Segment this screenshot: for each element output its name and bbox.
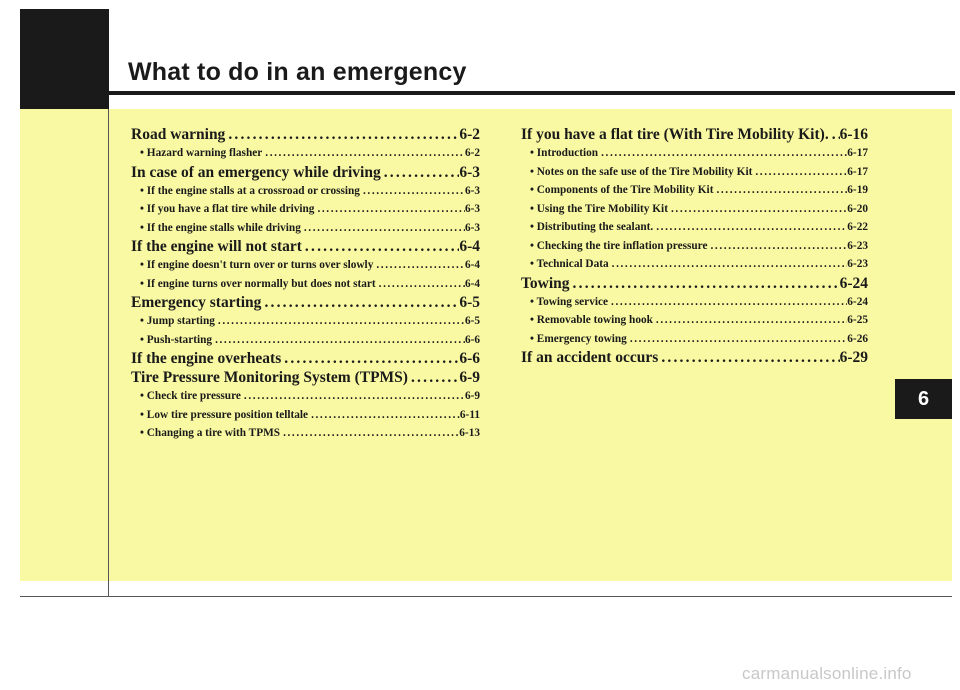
dot-leader: [215, 312, 465, 331]
corner-block: [20, 9, 109, 109]
bottom-rule: [20, 596, 952, 597]
dot-leader: [653, 311, 847, 330]
dot-leader: [302, 237, 459, 256]
toc-entry-label: • Checking the tire inflation pressure: [530, 239, 708, 252]
toc-subentry[interactable]: [521, 218, 868, 237]
dot-leader: [281, 349, 459, 368]
toc-subentry[interactable]: [131, 182, 480, 201]
dot-leader: [570, 274, 840, 293]
toc-entry-label: Road warning: [131, 126, 226, 143]
toc-page-number: 6-23: [847, 239, 868, 252]
dot-leader: [262, 144, 465, 163]
toc-entry-label: • Components of the Tire Mobility Kit: [530, 184, 714, 196]
dot-leader: [708, 237, 848, 256]
toc-entry-label: • Towing service: [530, 295, 609, 308]
dot-leader: [212, 331, 465, 350]
toc-page-number: 6-20: [847, 202, 868, 215]
toc-subentry[interactable]: [131, 331, 480, 350]
toc-subentry[interactable]: [521, 293, 868, 312]
dot-leader: [381, 163, 460, 182]
toc-entry-label: • If engine doesn't turn over or turns over slowly: [140, 259, 374, 271]
toc-subentry[interactable]: [131, 275, 480, 294]
toc-entry[interactable]: [131, 293, 480, 312]
toc-page-number: 6-9: [459, 369, 480, 386]
toc-entry[interactable]: [131, 349, 480, 368]
toc-subentry[interactable]: [131, 144, 480, 163]
page-title: What to do in an emergency: [128, 58, 467, 86]
toc-entry-label: If an accident occurs: [521, 349, 659, 366]
toc-entry-label: • Check tire pressure: [140, 390, 241, 402]
toc-subentry[interactable]: [521, 181, 868, 200]
toc-entry-label: • Technical Data: [530, 258, 609, 270]
toc-subentry[interactable]: [131, 219, 480, 238]
toc-page-number: 6-25: [847, 314, 868, 326]
toc-entry-label: • Jump starting: [140, 315, 215, 327]
toc-entry-label: • If the engine stalls while driving: [140, 221, 301, 234]
toc-entry-label: • If the engine stalls at a crossroad or crossing: [140, 184, 360, 197]
toc-page-number: 6-5: [459, 294, 480, 311]
toc-entry-label: In case of an emergency while driving: [131, 163, 381, 181]
dot-leader: [609, 255, 848, 274]
toc-page-number: 6-13: [459, 427, 480, 439]
title-rule: [109, 91, 955, 95]
dot-leader: [301, 219, 465, 238]
toc-entry-label: Towing: [521, 274, 570, 292]
toc-page-number: 6-17: [847, 147, 868, 159]
dot-leader: [653, 218, 847, 237]
toc-subentry[interactable]: [521, 237, 868, 256]
toc-page-number: 6-6: [464, 333, 480, 346]
dot-leader: [713, 181, 847, 200]
toc-entry-label: If you have a flat tire (With Tire Mobility Kit).: [521, 126, 829, 143]
toc-entry-label: • Push-starting: [140, 333, 213, 346]
dot-leader: [376, 275, 465, 294]
toc-page-number: 6-2: [464, 147, 480, 159]
toc-page-number: 6-19: [847, 184, 868, 196]
toc-page-number: 6-29: [839, 349, 868, 366]
toc-page-number: 6-3: [464, 184, 480, 197]
toc-subentry[interactable]: [521, 163, 868, 182]
dot-leader: [598, 144, 847, 163]
dot-leader: [261, 293, 459, 312]
dot-leader: [308, 406, 460, 425]
toc-column-left: [131, 125, 480, 443]
toc-entry[interactable]: [131, 237, 480, 256]
toc-entry-label: • If engine turns over normally but does not start: [140, 277, 376, 290]
dot-leader: [627, 330, 847, 349]
toc-page-number: 6-16: [839, 126, 868, 143]
chapter-tab[interactable]: 6: [895, 379, 952, 419]
toc-subentry[interactable]: [521, 311, 868, 330]
dot-leader: [408, 368, 459, 387]
toc-page-number: 6-22: [847, 221, 868, 233]
toc-page-number: 6-2: [459, 126, 480, 143]
toc-page-number: 6-3: [459, 163, 480, 181]
toc-entry-label: If the engine will not start: [131, 238, 302, 255]
toc-entry-label: • Using the Tire Mobility Kit: [530, 202, 668, 215]
toc-page-number: 6-4: [464, 259, 480, 271]
toc-subentry[interactable]: [521, 144, 868, 163]
toc-subentry[interactable]: [521, 255, 868, 274]
toc-page-number: 6-3: [464, 203, 480, 215]
toc-entry-label: • If you have a flat tire while driving: [140, 203, 315, 215]
toc-subentry[interactable]: [131, 200, 480, 219]
toc-entry[interactable]: [131, 125, 480, 144]
toc-entry-label: If the engine overheats: [131, 350, 282, 367]
toc-column-right: [521, 125, 868, 367]
panel-divider: [108, 109, 109, 597]
dot-leader: [241, 387, 465, 406]
toc-entry-label: • Changing a tire with TPMS: [140, 427, 281, 439]
toc-page-number: 6-4: [459, 238, 480, 255]
toc-entry-label: Emergency starting: [131, 294, 262, 311]
dot-leader: [658, 348, 839, 367]
toc-entry[interactable]: [521, 348, 868, 367]
toc-subentry[interactable]: [131, 312, 480, 331]
toc-entry[interactable]: [521, 125, 868, 144]
dot-leader: [360, 182, 465, 201]
dot-leader: [668, 200, 847, 219]
toc-page-number: 6-17: [847, 165, 868, 178]
toc-subentry[interactable]: [131, 387, 480, 406]
toc-page-number: 6-6: [459, 350, 480, 367]
toc-page-number: 6-26: [847, 332, 868, 345]
dot-leader: [752, 163, 847, 182]
toc-entry[interactable]: [131, 163, 480, 182]
dot-leader: [373, 256, 465, 275]
watermark: carmanualsonline.info: [742, 664, 912, 683]
toc-page-number: 6-5: [464, 315, 480, 327]
toc-subentry[interactable]: [521, 330, 868, 349]
toc-page-number: 6-9: [464, 390, 480, 402]
toc-page-number: 6-24: [847, 295, 868, 308]
dot-leader: [280, 424, 459, 443]
toc-entry[interactable]: [131, 368, 480, 387]
toc-subentry[interactable]: [131, 424, 480, 443]
dot-leader: [829, 125, 840, 144]
toc-entry[interactable]: [521, 274, 868, 293]
dot-leader: [225, 125, 459, 144]
toc-page-number: 6-23: [847, 258, 868, 270]
toc-entry-label: • Removable towing hook: [530, 314, 653, 326]
toc-page-number: 6-3: [464, 221, 480, 234]
toc-page-number: 6-11: [459, 408, 480, 421]
toc-entry-label: • Emergency towing: [530, 332, 627, 345]
toc-entry-label: • Notes on the safe use of the Tire Mobility Kit: [530, 165, 753, 178]
toc-subentry[interactable]: [131, 406, 480, 425]
toc-entry-label: • Low tire pressure position telltale: [140, 408, 309, 421]
dot-leader: [314, 200, 464, 219]
toc-entry-label: • Introduction: [530, 147, 599, 159]
dot-leader: [608, 293, 847, 312]
toc-subentry[interactable]: [521, 200, 868, 219]
toc-subentry[interactable]: [131, 256, 480, 275]
toc-page-number: 6-24: [839, 274, 868, 292]
toc-entry-label: Tire Pressure Monitoring System (TPMS): [131, 369, 408, 386]
toc-page-number: 6-4: [464, 277, 480, 290]
toc-entry-label: • Distributing the sealant.: [530, 221, 654, 233]
toc-entry-label: • Hazard warning flasher: [140, 147, 263, 159]
